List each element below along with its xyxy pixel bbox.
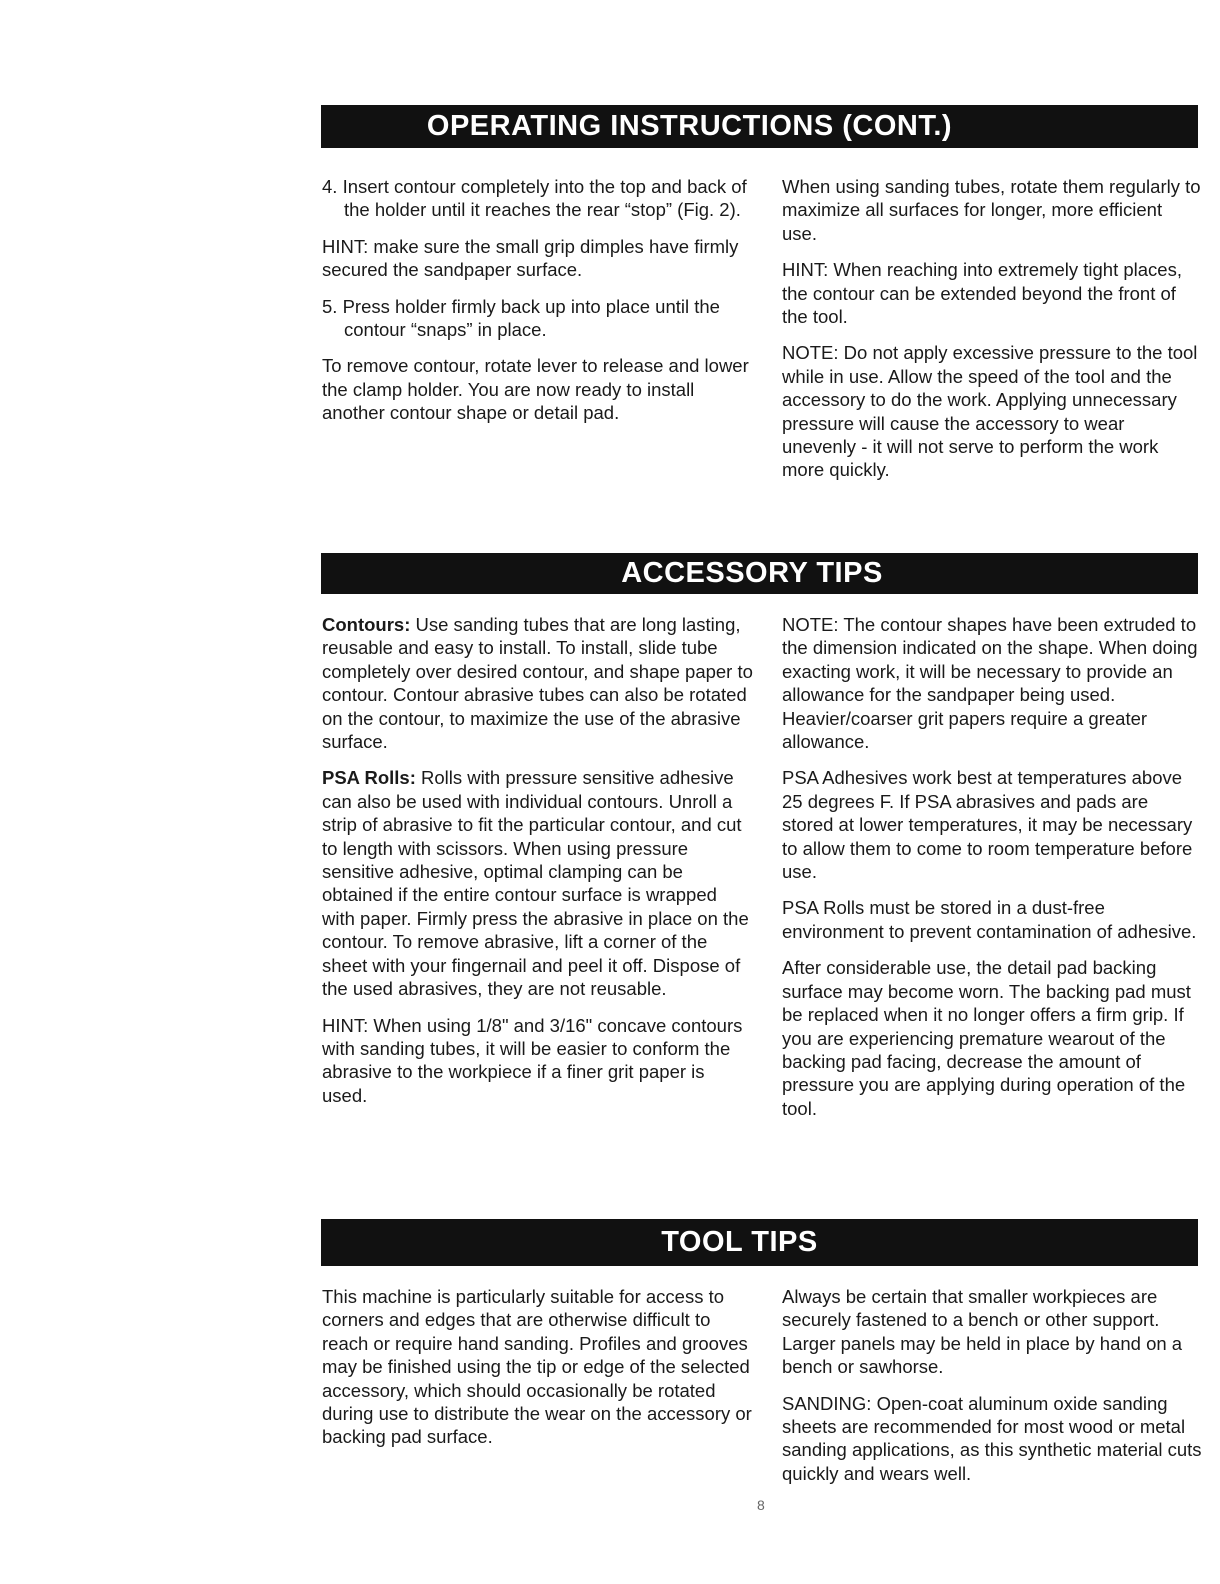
operating-instructions-banner [321,105,1198,148]
note-pressure: NOTE: Do not apply excessive pressure to the tool while in use. Allow the speed of the tool and the accessory to do the work. Applying unnecessary pressure will cause the accessory to wear unevenly - it will not serve to perform the work more quickly. [782,342,1198,481]
sanding-text: SANDING: Open-coat aluminum oxide sanding sheets are recommended for most wood or metal sanding applications, as this synthetic material cuts quickly and wears well. [782,1392,1202,1484]
step-4: 4. Insert contour completely into the top and back of the holder until it reaches the rear “stop” (Fig. 2). [322,176,747,221]
accessory-right-column [782,613,1202,1133]
operating-instructions-title: OPERATING INSTRUCTIONS (CONT.) [426,110,953,142]
accessory-left-column [322,613,754,1120]
psa-rolls-storage-text: PSA Rolls must be stored in a dust-free environment to prevent contamination of adhesive. [782,897,1197,942]
accessory-tips-banner [321,553,1198,594]
contours-paragraph [322,613,754,753]
page-number: 8 [757,1497,765,1513]
tool-tips-banner [321,1219,1198,1266]
secure-workpiece-text: Always be certain that smaller workpieces are securely fastened to a bench or other support. Larger panels may be held in place by hand on a bench or sawhorse. [782,1286,1183,1378]
machine-suitable-text: This machine is particularly suitable for access to corners and edges that are otherwise difficult to reach or require hand sanding. Profiles and grooves may be finished using the tip or edge of the selected accessory, which should occasionally be rotated during use to distribute the wear on the accessory or backing pad surface. [322,1286,752,1448]
backing-pad-text: After considerable use, the detail pad backing surface may become worn. The backing pad must be replaced when it no longer offers a firm grip. If you are experiencing premature wearout of the backing pad facing, decrease the amount of pressure you are applying during operation of the tool. [782,957,1191,1119]
operating-left-column [322,175,754,438]
operating-right-column [782,175,1202,495]
psa-rolls-text: Rolls with pressure sensitive adhesive can also be used with individual contours. Unroll a strip of abrasive to fit the particular contour, and cut to length with scissors. When using pressure sensitive adhesive, optimal clamping can be obtained if the entire contour surface is wrapped with paper. Firmly press the abrasive in place on the contour. To remove abrasive, lift a corner of the sheet with your fingernail and peel it off. Dispose of the used abrasives, they are not reusable. [322,767,749,1000]
psa-adhesives-text: PSA Adhesives work best at temperatures above 25 degrees F. If PSA abrasives and pads are stored at lower temperatures, it may be necessary to allow them to come to room temperature before use. [782,767,1193,883]
psa-rolls-lead: PSA Rolls: [322,767,416,789]
accessory-tips-title: ACCESSORY TIPS [621,557,883,589]
contours-text: Use sanding tubes that are long lasting, reusable and easy to install. To install, slide tube completely over desired contour, and shape paper to contour. Contour abrasive tubes can also be rotated on the contour, to maximize the use of the abrasive surface. [322,614,753,753]
tool-left-column [322,1285,754,1462]
contours-lead: Contours: [322,614,411,635]
note-contour-shapes: NOTE: The contour shapes have been extruded to the dimension indicated on the shape. When doing exacting work, it will be necessary to provide an allowance for the sandpaper being used. Heavier/coarser grit papers require a greater allowance. [782,614,1198,753]
hint-concave: HINT: When using 1/8" and 3/16" concave contours with sanding tubes, it will be easier to conform the abrasive to the workpiece if a finer grit paper is used. [322,1014,743,1106]
sanding-tubes-text: When using sanding tubes, rotate them regularly to maximize all surfaces for longer, more efficient use. [782,176,1201,244]
tool-tips-title: TOOL TIPS [661,1226,818,1258]
step-5: 5. Press holder firmly back up into place until the contour “snaps” in place. [322,295,720,341]
hint-tight-places: HINT: When reaching into extremely tight places, the contour can be extended beyond the front of the tool. [782,259,1182,328]
psa-rolls-paragraph [322,766,754,1000]
tool-right-column [782,1285,1202,1498]
remove-contour: To remove contour, rotate lever to release and lower the clamp holder. You are now ready to install another contour shape or detail pad. [322,355,749,424]
hint-grip: HINT: make sure the small grip dimples have firmly secured the sandpaper surface. [322,235,739,281]
